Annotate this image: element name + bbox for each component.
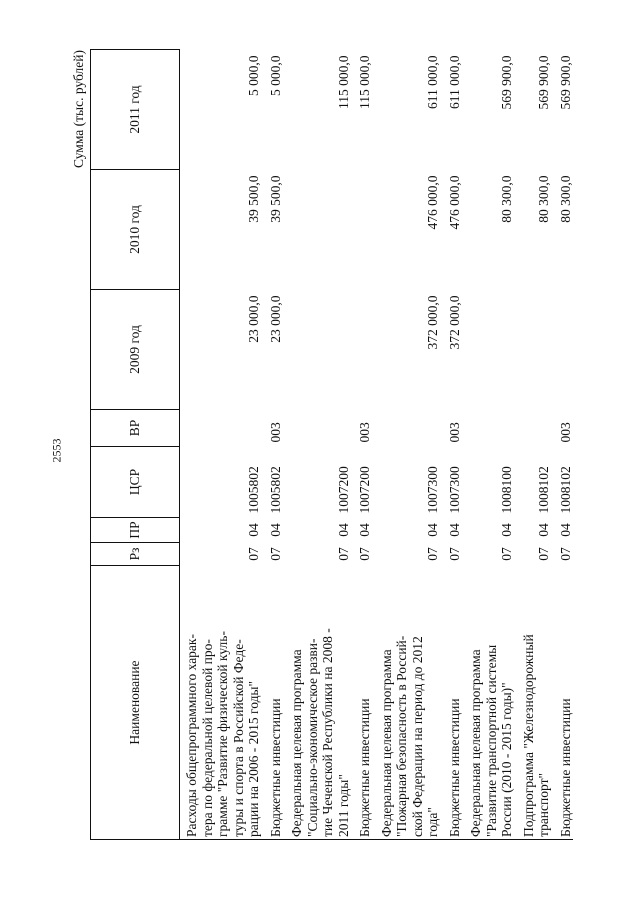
- row-rz: 07: [335, 547, 351, 561]
- row-vr: [515, 410, 552, 447]
- row-rz: 07: [267, 547, 283, 561]
- row-amount-2011: 115 000,0: [335, 55, 351, 109]
- row-csr: 1007300: [446, 466, 462, 514]
- row-pr: 04: [335, 523, 351, 537]
- row-name-line: Расходы общепрограммного харак-: [184, 634, 199, 837]
- row-name-line: Федеральная целевая программа: [378, 649, 394, 837]
- table-row: [180, 50, 262, 840]
- row-amount-2010: 80 300,0: [536, 175, 551, 223]
- row-name: [283, 566, 351, 840]
- row-name-line: грамме "Развитие физической куль-: [215, 631, 230, 837]
- row-rz: 07: [446, 547, 462, 561]
- table-row: [441, 50, 463, 840]
- row-pr: 04: [446, 523, 462, 537]
- header-csr: ЦСР: [91, 447, 180, 518]
- row-name-line: Бюджетные инвестиции: [267, 698, 283, 837]
- row-name: [180, 566, 262, 840]
- row-amount-2010: [283, 170, 351, 290]
- table-row: [262, 50, 284, 840]
- header-pr: ПР: [91, 518, 180, 543]
- row-amount-2009: [552, 290, 574, 410]
- row-amount-2011: 5 000,0: [246, 55, 261, 96]
- row-amount-2011: 569 900,0: [499, 55, 514, 110]
- row-name-line: года": [425, 807, 440, 837]
- row-amount-2009: [515, 290, 552, 410]
- units-caption: Сумма (тыс. рублей): [71, 50, 86, 168]
- header-2009: 2009 год: [91, 290, 180, 410]
- page-number-text: 2553: [49, 438, 64, 462]
- row-csr: 1007300: [425, 466, 440, 514]
- row-name-line: рации на 2006 - 2015 годы": [246, 680, 261, 837]
- row-vr: [373, 410, 441, 447]
- row-name-line: Подпрограмма "Железнодорожный: [520, 634, 536, 837]
- row-vr: 003: [267, 422, 283, 443]
- row-amount-2009: [351, 290, 373, 410]
- row-pr: 04: [246, 523, 261, 537]
- row-amount-2010: 80 300,0: [499, 175, 514, 223]
- row-amount-2011: 611 000,0: [425, 55, 440, 109]
- row-amount-2010: [351, 170, 373, 290]
- row-name-line: "Развитие транспортной системы: [483, 644, 499, 837]
- table-row: [552, 50, 574, 840]
- row-csr: 1008102: [536, 466, 551, 514]
- row-name-line: туры и спорта в Российской Феде-: [230, 639, 246, 837]
- row-vr: 003: [557, 422, 573, 443]
- page-number: [49, 0, 64, 900]
- row-amount-2011: 569 900,0: [557, 55, 573, 110]
- table-row: [351, 50, 373, 840]
- row-name-line: Федеральная целевая программа: [289, 649, 304, 837]
- row-pr: 04: [357, 523, 372, 537]
- row-amount-2010: 80 300,0: [557, 175, 573, 223]
- row-csr: 1008100: [499, 466, 514, 514]
- row-pr: 04: [499, 523, 514, 537]
- row-name-line: транспорт": [536, 773, 551, 837]
- row-name-line: "Социально-экономическое разви-: [304, 638, 320, 837]
- row-csr: 1007200: [357, 466, 372, 514]
- row-amount-2010: 476 000,0: [425, 175, 440, 230]
- row-rz: 07: [499, 547, 514, 561]
- row-amount-2010: 39 500,0: [267, 175, 283, 223]
- row-amount-2009: [462, 290, 515, 410]
- row-amount-2011: 611 000,0: [446, 55, 462, 109]
- table-row: [373, 50, 441, 840]
- row-name-line: тие Чеченской Республики на 2008 -: [320, 628, 335, 837]
- row-name: [351, 566, 373, 840]
- row-amount-2009: 23 000,0: [246, 295, 261, 343]
- header-2010: 2010 год: [91, 170, 180, 290]
- row-amount-2009: [283, 290, 351, 410]
- table-row: [515, 50, 552, 840]
- row-amount-2009: 372 000,0: [446, 295, 462, 350]
- row-csr: 1005802: [246, 466, 261, 514]
- budget-table: [90, 49, 573, 840]
- row-csr: 1008102: [557, 466, 573, 514]
- row-name-line: Федеральная целевая программа: [468, 649, 483, 837]
- row-name-line: "Пожарная безопасность в Россий-: [394, 635, 409, 837]
- header-2011: 2011 год: [91, 50, 180, 170]
- row-vr: 003: [446, 422, 462, 443]
- row-pr: 04: [425, 523, 440, 537]
- row-name: [515, 566, 552, 840]
- row-amount-2010: 476 000,0: [446, 175, 462, 230]
- row-rz: 07: [425, 547, 440, 561]
- header-rz: Рз: [91, 543, 180, 566]
- row-amount-2011: 115 000,0: [357, 55, 372, 109]
- row-csr: 1005802: [267, 466, 283, 514]
- row-amount-2011: 569 900,0: [536, 55, 551, 110]
- row-vr: 003: [357, 422, 372, 443]
- row-amount-2010: 39 500,0: [246, 175, 261, 223]
- row-rz: 07: [536, 547, 551, 561]
- row-name-line: Бюджетные инвестиции: [446, 698, 462, 837]
- row-pr: 04: [557, 523, 573, 537]
- table-header: [91, 50, 180, 840]
- row-name: [441, 566, 463, 840]
- row-amount-2011: 5 000,0: [267, 55, 283, 96]
- row-name-line: тера по федеральной целевой про-: [199, 639, 215, 837]
- row-vr: [283, 410, 351, 447]
- row-name: [373, 566, 441, 840]
- row-name: [262, 566, 284, 840]
- row-amount-2009: 23 000,0: [267, 295, 283, 343]
- row-vr: [180, 410, 262, 447]
- row-amount-2009: 372 000,0: [425, 295, 440, 350]
- row-csr: 1007200: [335, 466, 351, 514]
- row-rz: 07: [557, 547, 573, 561]
- row-name-line: Бюджетные инвестиции: [357, 698, 372, 837]
- row-name-line: России (2010 - 2015 годы)": [499, 682, 514, 837]
- row-pr: 04: [267, 523, 283, 537]
- header-name: Наименование: [91, 566, 180, 840]
- row-name-line: ской Федерации на период до 2012: [409, 636, 425, 837]
- row-name-line: 2011 годы": [335, 774, 351, 837]
- table-row: [462, 50, 515, 840]
- row-name: [462, 566, 515, 840]
- row-pr: 04: [536, 523, 551, 537]
- rotated-document: [68, 50, 573, 840]
- table-body: [180, 50, 574, 840]
- row-vr: [462, 410, 515, 447]
- row-rz: 07: [246, 547, 261, 561]
- row-name: [552, 566, 574, 840]
- header-vr: ВР: [91, 410, 180, 447]
- row-name-line: Бюджетные инвестиции: [557, 698, 573, 837]
- table-row: [283, 50, 351, 840]
- row-rz: 07: [357, 547, 372, 561]
